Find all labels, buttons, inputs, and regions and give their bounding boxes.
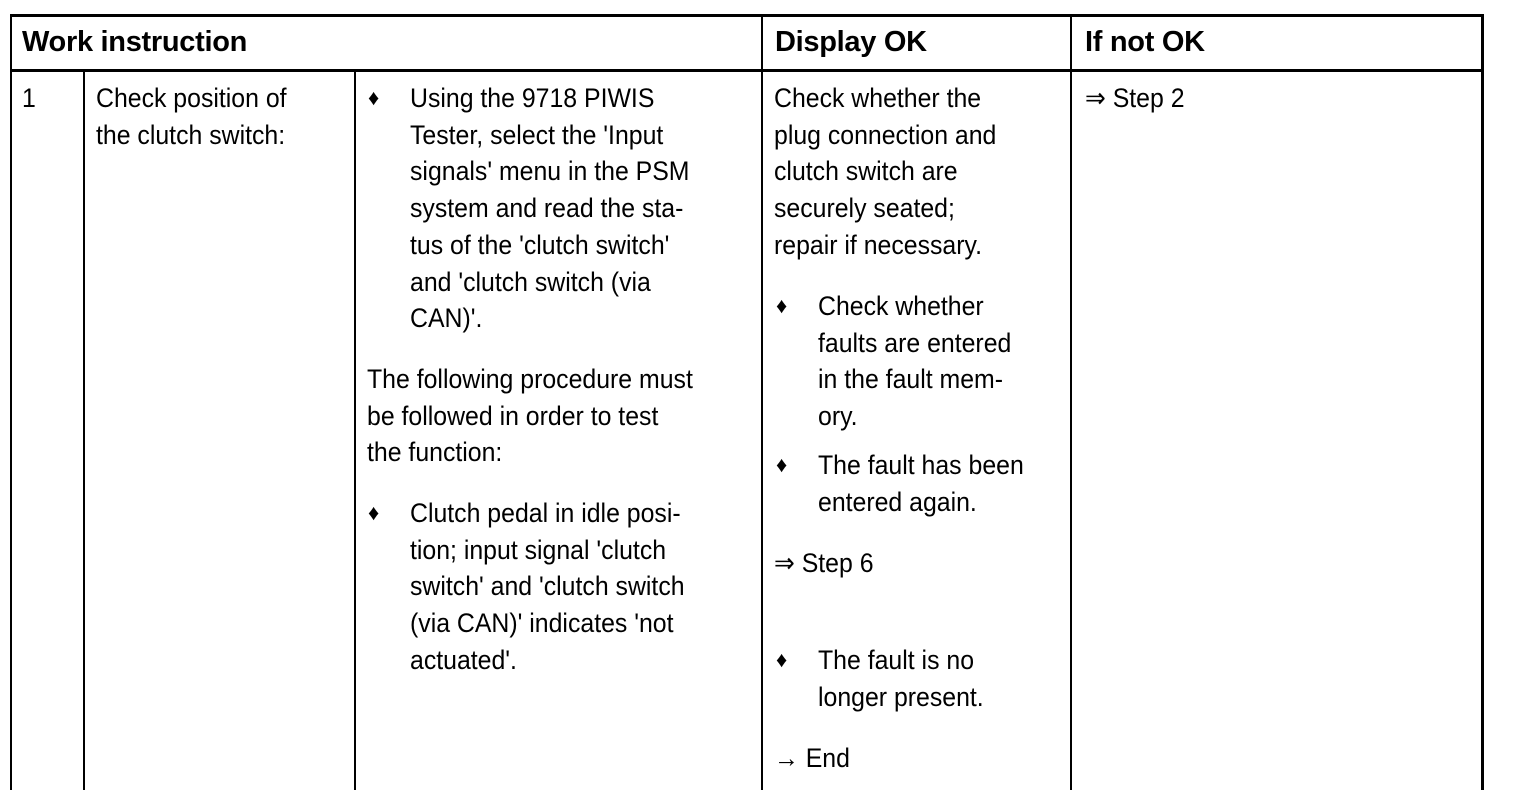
task-line: the clutch switch:: [96, 119, 286, 150]
instruction-line: signals' menu in the PSM: [410, 156, 690, 187]
instruction-line: Clutch pedal in idle posi-: [410, 498, 681, 528]
table-left-border: [10, 14, 12, 790]
header-if-not-ok: If not OK: [1085, 26, 1205, 58]
instruction-paragraph: [367, 361, 693, 471]
paragraph-line: The following procedure must: [367, 364, 693, 394]
display-ok-line: Check whether: [818, 291, 984, 321]
display-ok-column-divider: [761, 14, 763, 790]
if-not-ok-step: ⇒ Step 2: [1085, 83, 1185, 113]
display-ok-line: securely seated;: [774, 193, 955, 224]
instruction-line: and 'clutch switch (via: [410, 266, 651, 297]
display-ok-line: entered again.: [818, 486, 977, 517]
instruction-line: system and read the sta-: [410, 193, 684, 224]
display-ok-line: clutch switch are: [774, 156, 958, 187]
table-right-border: [1481, 14, 1484, 790]
table-top-border: [10, 14, 1484, 17]
bullet-icon: ♦: [776, 452, 788, 477]
display-ok-line: in the fault mem-: [818, 364, 1003, 395]
header-work-instruction: Work instruction: [22, 26, 248, 58]
task-column-divider: [354, 70, 356, 790]
display-ok-end: → End: [774, 743, 850, 773]
instruction-line: (via CAN)' indicates 'not: [410, 608, 674, 639]
instruction-line: tus of the 'clutch switch': [410, 229, 670, 260]
display-ok-bullet-2: [818, 447, 1024, 520]
display-ok-line: Check whether the: [774, 83, 982, 113]
bullet-icon: ♦: [368, 85, 380, 110]
display-ok-line: The fault has been: [818, 450, 1024, 480]
instruction-line: Tester, select the 'Input: [410, 119, 664, 150]
paragraph-line: be followed in order to test: [367, 400, 659, 431]
display-ok-bullet-1: [818, 288, 1011, 435]
header-display-ok: Display OK: [775, 26, 927, 58]
display-ok-line: faults are entered: [818, 327, 1012, 358]
display-ok-line: ory.: [818, 401, 858, 432]
display-ok-bullet-3: [818, 642, 984, 715]
display-ok-line: longer present.: [818, 681, 984, 712]
instruction-line: tion; input signal 'clutch: [410, 534, 667, 565]
instruction-bullet-1: [410, 80, 690, 337]
display-ok-line: repair if necessary.: [774, 229, 983, 260]
if-not-ok-column-divider: [1070, 14, 1072, 790]
task-line: Check position of: [96, 83, 287, 113]
instruction-line: CAN)'.: [410, 303, 483, 334]
instruction-bullet-2: [410, 495, 685, 679]
instruction-line: switch' and 'clutch switch: [410, 571, 685, 602]
bullet-icon: ♦: [368, 500, 380, 525]
header-bottom-border: [10, 69, 1484, 72]
display-ok-line: plug connection and: [774, 119, 997, 150]
display-ok-step6: ⇒ Step 6: [774, 548, 874, 578]
instruction-line: Using the 9718 PIWIS: [410, 83, 655, 113]
display-ok-intro: [774, 80, 996, 264]
paragraph-line: the function:: [367, 437, 503, 468]
step-column-divider: [83, 70, 85, 790]
display-ok-line: The fault is no: [818, 645, 975, 675]
bullet-icon: ♦: [776, 647, 788, 672]
step-number: 1: [22, 83, 36, 113]
instruction-line: actuated'.: [410, 644, 517, 675]
task-text: [96, 80, 287, 153]
bullet-icon: ♦: [776, 293, 788, 318]
